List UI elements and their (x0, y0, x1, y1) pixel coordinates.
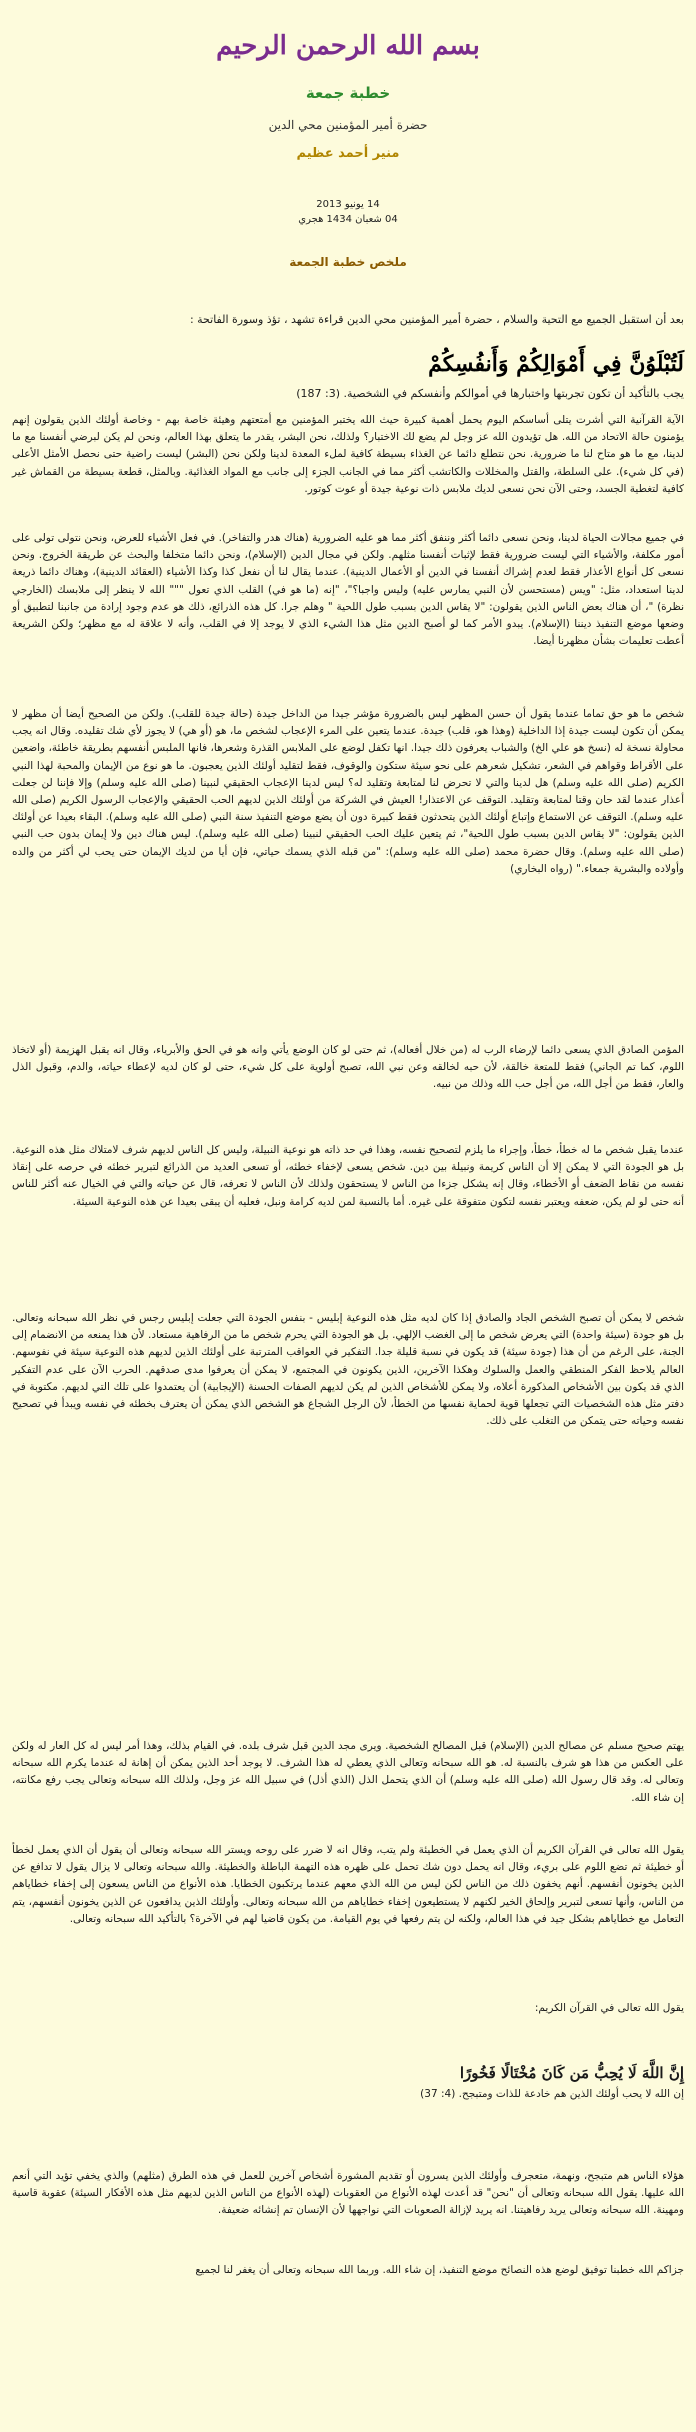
translator-name: منير أحمد عظيم (296, 146, 400, 161)
paragraph-9-block (12, 2000, 684, 2017)
quran-verse-1: لَتُبْلَوُنَّ فِي أَمْوَالِكُمْ وَأَنفُسِكُمْ (428, 351, 684, 377)
paragraph-1: الآية القرآنية التي أشرت يتلى أساسكم اليوم يحمل أهمية كبيرة حيث الله يختبر المؤمنين مع أمتعتهم وهيئة خاصة بهم - وخاصة أولئك الذين يقولون إنهم يؤمنون حالة الاتحاد من الله. هل تؤيدون الله عز وجل لم يضع لك الاختبار؟ ولذلك، نحن البشر، يقدر ما يتعلق بهذا العالم، ونحن لم يكن لبرضي أنفسنا مع ما لدينا، مع ما هو متاح لنا ما ضرورية. نحن نتطلع دائما عن الغذاء بسيطة كافية لملء المعدة لدينا ولكن نحن (البشر) ليست راضية حتى نحصل الأمثل الأعلى (في كل شيء). على السلطة، والقتل والمخللات والكاتشب أكثر مما في الجانب الجزء إلى جانب مع المواد الغذائية. وبالمثل، قطعة بسيطة من القماش غير كافية لتغطية الجسد، وحتى الآن نحن نسعى لديك ملابس ذات نوعية جيدة أو عوت كوتور. (12, 414, 684, 495)
sermon-title: خطبة جمعة (305, 84, 391, 102)
date-block (12, 197, 684, 227)
paragraph-6-block (12, 1310, 684, 1430)
paragraph-2: في جميع مجالات الحياة لدينا، ونحن نسعى دائما أكثر وننفق أكثر مما هو عليه الضرورية (هناك هدر والتفاخر). في فعل الأشياء للعرض، ونحن نتولى تولى على أمور مكلفة، والأشياء التي ليست ضرورية فقط لإثبات أنفسنا مثلهم. ولكن في مجال الدين (الإسلام)، ونحن دائما متخلفا والبحث عن طريقة الخروج. ونحن نسعى كل أنواع الأعذار فقط لعدم إشراك أنفسنا في الدين أو الأعمال الدينية). عندما يقال لنا أن نفعل كذا وكذا الأشياء (العقائد الدينية)، وهناك دائما ذريعة لدينا استعداد، مثل: "ويس (مستحسن لأن النبي يمارس عليه) وليس واجبا؟"، "إنه (ما هو في) القلب الذي تعول """ الله لا ينظر إلى ملابسك (الخارجي نظرة) "، أن هناك بعض الناس الذين يقولون: "لا يقاس الدين بسبب طول اللحية " وهلم جرا. كل هذه الذرائع، ذلك هو عدم وجود إرادة من جانبنا لتطبيق أو وضعها موضع التنفيذ ديننا (الإسلام). يبدو الأمر كما لو أصبح الدين مثل هذا الشيء الذي لا يوجد إلا في القلب، وأنه لا علاقة له مع مظهر؛ ولكن الشريعة أعطت تعليمات بشأن مظهرنا أيضا. (12, 532, 684, 648)
date-hijri: 04 شعبان 1434 هجري (298, 214, 398, 225)
verse-1-caption: يجب بالتأكيد أن تكون تجربتها واختبارها في أموالكم وأنفسكم في الشخصية. (3: 187) (296, 387, 684, 400)
paragraph-3: شخص ما هو حق تماما عندما يقول أن حسن المظهر ليس بالضرورة مؤشر جيدا من الداخل جيدة (حالة جيدة للقلب). ولكن من الصحيح أيضا أن مظهر لا يمكن أن تكون ليست جيدة إذا الداخلية (وهذا هو، قلب) جيدة. عندما يتعين على المرء الإعجاب لشخص ما، هو (أو هي) لا يجوز لأي شك تقليده. وقال انه يجب محاولة نسخة له (نسخ هو علي الخ) والشباب يعرفون ذلك جيدا. انها تكفل لوضع على الملابس القذرة وشعرها، فانها الملبس أنفسهم بطريقة خاطئة، واضعين على الأقراط وقواهم في الشعر، تشكيل شعرهم على نحو سيئة ستكون والوقوف، فقط لتقليد أولئك الذين يعجبون. ما هو نوع من الإيمان والمحبة لهذا النبي الكريم (صلى الله عليه وسلم) هل لدينا والتي لا تحرض لنا لمتابعة وتقليد له؟ ليس لدينا الإعجاب الحقيقي لنبينا (صلى الله عليه وسلم) وإلا فإننا لن جعلت أعذار عندما لقد حان وقتا لمتابعة وتقليد. التوقف عن الاعتذار! العيش في الشركة من أولئك الذين لديهم الحب الحقيقي والإعجاب الرسول الكريم (صلى الله عليه وسلم). التوقف عن الاستماع وإتباع أولئك الذين يتحدثون فقط كبيرة دون أن يضع موضع التنفيذ سنة النبي (صلى الله عليه وسلم). البقاء بعيدا عن أولئك الذين يقولون: "لا يقاس الدين بسبب طول اللحية"، ثم يتعين عليك الحب الحقيقي لنبينا (صلى الله عليه وسلم). ليس هناك دين ولا إيمان بدون حب النبي (صلى الله عليه وسلم). وقال حضرة محمد (صلى الله عليه وسلم): "من قبله الذي يسمك حياتي، فإن أيا من لديك الإيمان حتى يحب لي أكثر من والده وأولاده والبشرية جمعاء." (رواه البخاري) (12, 708, 684, 875)
basmala-heading: بسم الله الرحمن الرحيم (216, 31, 480, 61)
paragraph-10-block (12, 2168, 684, 2220)
paragraph-11: جزاكم الله خطبنا توفيق لوضع هذه النصائح موضع التنفيذ، إن شاء الله. وربما الله سبحانه وتعالى أن يغفر لنا لجميع (195, 2264, 684, 2276)
paragraph-7-block (12, 1738, 684, 1807)
paragraph-2-block (12, 530, 684, 650)
paragraph-8-block (12, 1842, 684, 1928)
intro-text: بعد أن استقبل الجميع مع التحية والسلام ، حضرة أمير المؤمنين محي الدين قراءة تشهد ، تؤذ وسورة الفاتحة : (189, 313, 684, 326)
paragraph-4: المؤمن الصادق الذي يسعى دائما لإرضاء الرب له (من خلال أفعاله)، ثم حتى لو كان الوضع يأتي وانه هو في الحق والأبرياء، وقال انه يقبل الهزيمة (أو لاتخاذ اللوم، كما تم الجاني) فقط للمتعة خالقة، لأن حبه لخالقه وعن نبي الله، تصبح أولوية على كل شيء، حتى لو كان لديه لإعطاء حياته، والدم، وقبول الذل والعار، فقط من أجل الله، من أجل حب الله وذلك من نبيه. (12, 1044, 684, 1091)
presenter-line: حضرة أمير المؤمنين محي الدين (268, 118, 428, 132)
paragraph-4-block (12, 1042, 684, 1094)
paragraph-1-block (12, 412, 684, 498)
paragraph-3-block (12, 706, 684, 878)
verse-2-caption: إن الله لا يحب أولئك الذين هم خادعة للذات ومتبجح. (4: 37) (420, 2088, 684, 2100)
paragraph-9: يقول الله تعالى في القرآن الكريم: (534, 2002, 684, 2014)
paragraph-10: هؤلاء الناس هم متبجح، ونهمة، متعجرف وأولئك الذين يسرون أو تقديم المشورة أشخاص آخرين للعمل في هذه الطرق (مثلهم) والذي يخفي تؤيد التي أنعم الله عليها. يقول الله سبحانه وتعالى أن "نحن" قد أعدت لهذه الأنواع من العقوبات (لهذه الأنواع من الناس الذين لديهم مثل هذه الأفكار السيئة) عقوبة قاسية ومهينة. الله سبحانه وتعالى يريد رفاهيتنا. انه يريد لإزالة الصعوبات التي نواجهها لأن الإنسان تم إنشائه ضعيفة. (12, 2170, 684, 2217)
paragraph-7: يهتم صحيح مسلم عن مصالح الدين (الإسلام) قبل المصالح الشخصية. ويرى مجد الدين قبل شرف بلده. في القيام بذلك، وهذا أمر ليس له كل العار له ولكن على العكس من هذا هو شرف بالنسبة له. هو الله سبحانه وتعالى الذي يعطي له هذا الشرف. لا يوجد أحد الذين يمكن أن إهانة له عندما يكرم الله سبحانه وتعالى له. وقد قال رسول الله (صلى الله عليه وسلم) أن الذي يتحمل الذل (الذي أذل) في سبيل الله عز وجل، ولذلك الله سبحانه وتعالى يجب رفع مكانته، إن شاء الله. (12, 1740, 684, 1804)
paragraph-8: يقول الله تعالى في القرآن الكريم أن الذي يعمل في الخطيئة ولم يتب، وقال انه لا ضرر على روحه ويستر الله سبحانه وتعالى أن يقول أن الذي يعمل لخطأ أو خطيئة ثم تضع اللوم على بريء، وقال انه يحمل دون شك تحمل على ظهره هذه التهمة الباطلة والخطيئة. والله سبحانه وتعالى لا يزال يقول لا تدافع عن الذين يخونون أنفسهم. أنهم يخفون ذلك من الناس لكن ليس من الله الذي معهم عندما يرتكبون الخطايا. هذه الأنواع من الناس يسعون إلى إخفاء خطاياهم من الناس، وأنها تسعى لتبرير وإلحاق الخير لكنهم لا يستطيعون إخفاء خطاياهم من الله سبحانه وتعالى. وأولئك الذين يدافعون عن الذين يخونون أنفسهم، يتم التعامل مع خطاياهم بشكل جيد في هذا العالم، ولكنه لن يتم رفعها في يوم القيامة. من يكون قاضيا لهم في الآخرة؟ بالتأكيد الله سبحانه وتعالى. (12, 1844, 684, 1925)
paragraph-5: عندما يقبل شخص ما له خطأ، خطأ، وإجراء ما يلزم لتصحيح نفسه، وهذا في حد ذاته هو نوعية النبيلة، وليس كل الناس لديهم شرف لامتلاك مثل هذه النوعية. بل هو الجودة التي لا يمكن إلا أن الناس كريمة ونبيلة بين دين. شخص يسعى لإخفاء خطئه، أو تسعى العديد من الذرائع لتبرير خطئه في حرصه على إنقاذ نفسه من نقاط الضعف أو الأخطاء، وقال إنه يشكل جزءا من الناس لا يستحقون ولذلك لأن الناس لا تعرفه، قال عن حياته والتي في الخيال عنه أكثر للناس أنه حتى لو لم يكن، ضعفه ويعتبر نفسه لتكون متفوقة على غيره. أما بالنسبة لمن لديه كرامة ونبل، فعليه أن يبقى بعيدا عن هذه النوعية السيئة. (12, 1144, 684, 1208)
paragraph-6: شخص لا يمكن أن تصبح الشخص الجاد والصادق إذا كان لديه مثل هذه النوعية إبليس - بنفس الجودة التي جعلت إبليس رجس في نظر الله سبحانه وتعالى. بل هو جودة (سيئة واحدة) التي يعرض شخص ما إلى الغضب الإلهي. بل هو الجودة التي يحرم شخص ما من الرفاهية مستعاد. لأن هذا يمنعه من الانضمام إلى الجنة، على الرغم من أن هذا (جودة سيئة) قد يكون في نسبة قليلة جدا. التفكير في العواقب المترتبة على أولئك الذين لديهم هذه النوعية سيئة في نفوسهم. العالم يلاحظ الفكر المنطقي والعمل والسلوك وهكذا الآخرين، الذين يكونون في المجتمع، لا يمكن أن يعرفوا مدى صدقهم. الحرب الآن على عدم التفكير الذي قد يكون بين الأشخاص المذكورة أعلاه، ولا يمكن للأشخاص الذين لم يكن لديهم الصفات الحسنة (الإيجابية) أن يعتمدوا على تلك التي لديهم. مكتوبة في دفتر مثل هذه الشخصيات التي تجعلها قوية لحماية نفسها من الخطأ، لأن الرجل الشجاع هو الشخص الذي يمكن أن يعترف بخطئه في نفسه ويبدأ في تصحيح نفسه وحياته حتى يتمكن من التغلب على ذلك. (12, 1312, 684, 1428)
paragraph-11-block (12, 2262, 684, 2279)
summary-title: ملخص خطبة الجمعة (289, 255, 407, 269)
quran-verse-2: إِنَّ اللَّهَ لَا يُحِبُّ مَن كَانَ مُخْتَالًا فَخُورًا (459, 2064, 684, 2082)
date-gregorian: 14 يونيو 2013 (316, 199, 380, 210)
verse-2-block (12, 2060, 684, 2103)
paragraph-5-block (12, 1142, 684, 1211)
